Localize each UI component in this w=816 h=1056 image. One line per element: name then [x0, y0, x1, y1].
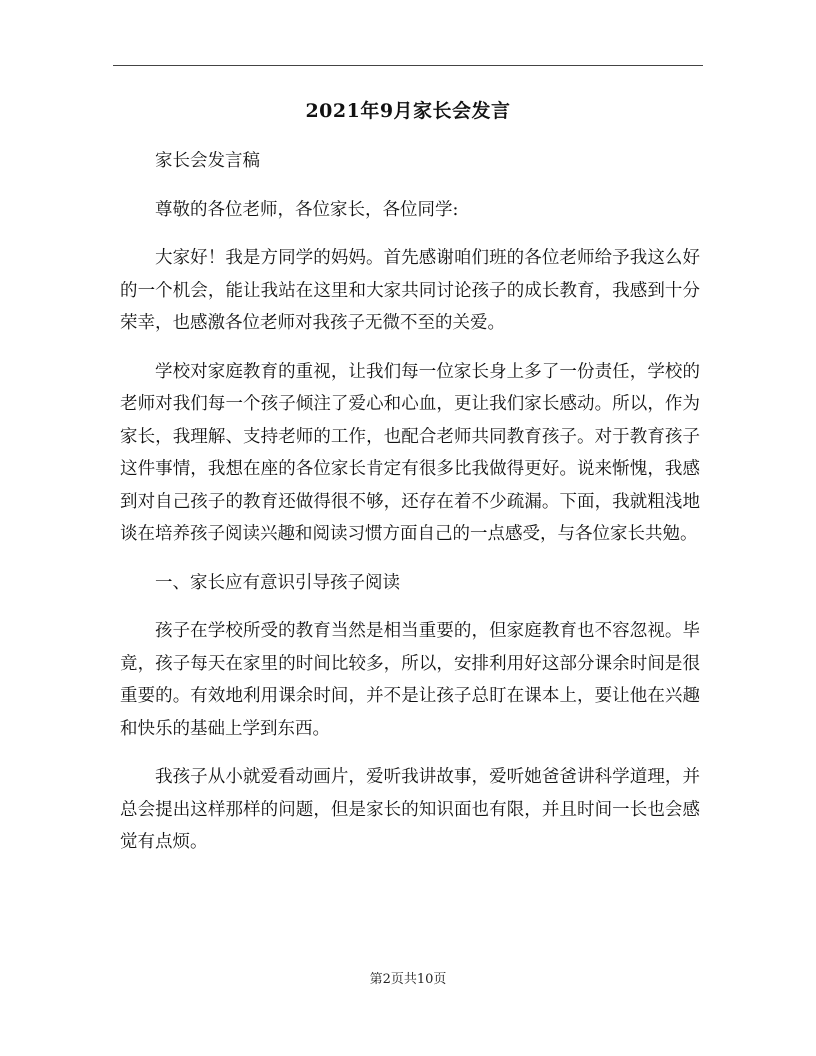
section-heading-1: 一、家长应有意识引导孩子阅读 [155, 572, 400, 593]
paragraph-home-education: 孩子在学校所受的教育当然是相当重要的，但家庭教育也不容忽视。毕竟，孩子每天在家里的时间比较多，所以，安排利用好这部分课余时间是很重要的。有效地利用课余时间，并不是让孩子总盯在课本上，要让他在兴趣和快乐的基础上学到东西。 [120, 621, 700, 739]
page-number: 第2页共10页 [369, 972, 447, 987]
paragraph-school-family: 学校对家庭教育的重视，让我们每一位家长身上多了一份责任，学校的老师对我们每一个孩子倾注了爱心和心血，更让我们家长感动。所以，作为家长，我理解、支持老师的工作，也配合老师共同教育孩子。对于教育孩子这件事情，我想在座的各位家长肯定有很多比我做得更好。说来惭愧，我感到对自己孩子的教育还做得很不够，还存在着不少疏漏。下面，我就粗浅地谈在培养孩子阅读兴趣和阅读习惯方面自己的一点感受，与各位家长共勉。 [120, 361, 700, 544]
header-rule [113, 65, 703, 66]
document-body [120, 145, 700, 875]
paragraph-greeting: 大家好！我是方同学的妈妈。首先感谢咱们班的各位老师给予我这么好的一个机会，能让我站在这里和大家共同讨论孩子的成长教育，我感到十分荣幸，也感激各位老师对我孩子无微不至的关爱。 [120, 248, 700, 333]
paragraph-speech-label: 家长会发言稿 [155, 151, 260, 171]
document-title: 2021年9月家长会发言 [305, 100, 511, 122]
paragraph-child-interests: 我孩子从小就爱看动画片，爱听我讲故事，爱听她爸爸讲科学道理，并总会提出这样那样的问题，但是家长的知识面也有限，并且时间一长也会感觉有点烦。 [120, 767, 700, 852]
paragraph-salutation: 尊敬的各位老师，各位家长，各位同学: [155, 199, 459, 220]
